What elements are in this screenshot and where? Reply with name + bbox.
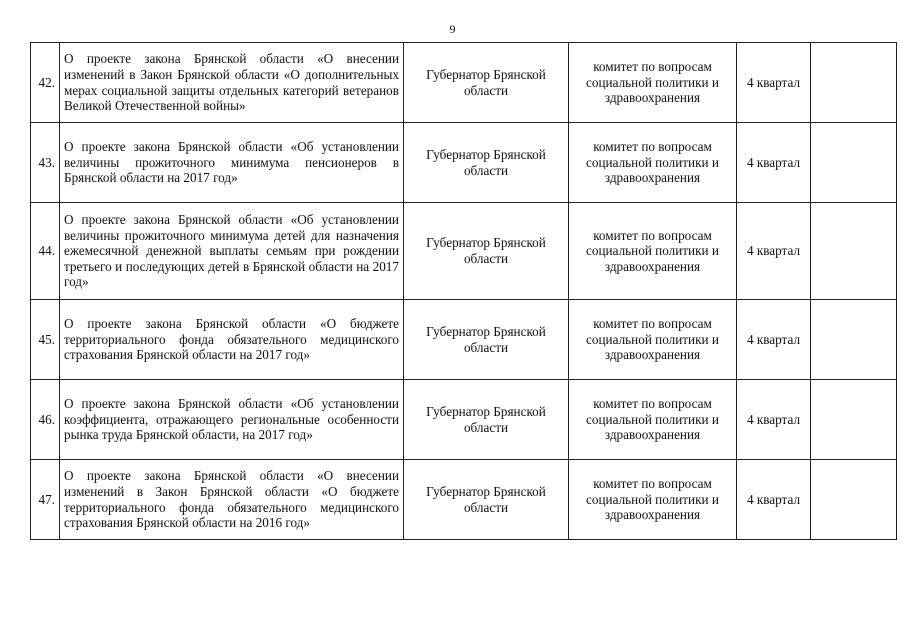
legislative-plan-table [30,42,897,540]
row-number: 45. [31,300,60,380]
responsible-committee: комитет по вопросам социальной политики и здравоохранения [569,460,737,540]
bill-term: 4 квартал [737,43,811,123]
bill-title: О проекте закона Брянской области «Об установлении коэффициента, отражающего региональные особенности рынка труда Брянской области, на 2017 год» [60,380,404,460]
bill-term: 4 квартал [737,380,811,460]
table-row [31,380,897,460]
bill-title: О проекте закона Брянской области «О внесении изменений в Закон Брянской области «О бюджете территориального фонда обязательного медицинского страхования Брянской области на 2016 год» [60,460,404,540]
note-cell [811,300,897,380]
bill-initiator: Губернатор Брянской области [404,203,569,300]
row-number: 42. [31,43,60,123]
bill-initiator: Губернатор Брянской области [404,123,569,203]
responsible-committee: комитет по вопросам социальной политики и здравоохранения [569,300,737,380]
bill-initiator: Губернатор Брянской области [404,460,569,540]
bill-title: О проекте закона Брянской области «О внесении изменений в Закон Брянской области «О дополнительных мерах социальной защиты отдельных категорий ветеранов Великой Отечественной войны» [60,43,404,123]
note-cell [811,203,897,300]
bill-title: О проекте закона Брянской области «Об установлении величины прожиточного минимума детей для назначения ежемесячной денежной выплаты семьям при рождении третьего и последующих детей в Брянской области на 2017 год» [60,203,404,300]
note-cell [811,43,897,123]
responsible-committee: комитет по вопросам социальной политики и здравоохранения [569,380,737,460]
table-row [31,460,897,540]
responsible-committee: комитет по вопросам социальной политики и здравоохранения [569,43,737,123]
bill-initiator: Губернатор Брянской области [404,43,569,123]
table-row [31,43,897,123]
bill-term: 4 квартал [737,123,811,203]
bill-term: 4 квартал [737,460,811,540]
bill-initiator: Губернатор Брянской области [404,300,569,380]
note-cell [811,460,897,540]
table-row [31,123,897,203]
note-cell [811,123,897,203]
row-number: 47. [31,460,60,540]
row-number: 43. [31,123,60,203]
page-number: 9 [449,22,456,36]
bill-title: О проекте закона Брянской области «О бюджете территориального фонда обязательного медицинского страхования Брянской области на 2017 год» [60,300,404,380]
row-number: 46. [31,380,60,460]
row-number: 44. [31,203,60,300]
table-row [31,300,897,380]
responsible-committee: комитет по вопросам социальной политики и здравоохранения [569,203,737,300]
note-cell [811,380,897,460]
bill-title: О проекте закона Брянской области «Об установлении величины прожиточного минимума пенсионеров в Брянской области на 2017 год» [60,123,404,203]
bill-initiator: Губернатор Брянской области [404,380,569,460]
responsible-committee: комитет по вопросам социальной политики и здравоохранения [569,123,737,203]
bill-term: 4 квартал [737,300,811,380]
bill-term: 4 квартал [737,203,811,300]
table-row [31,203,897,300]
